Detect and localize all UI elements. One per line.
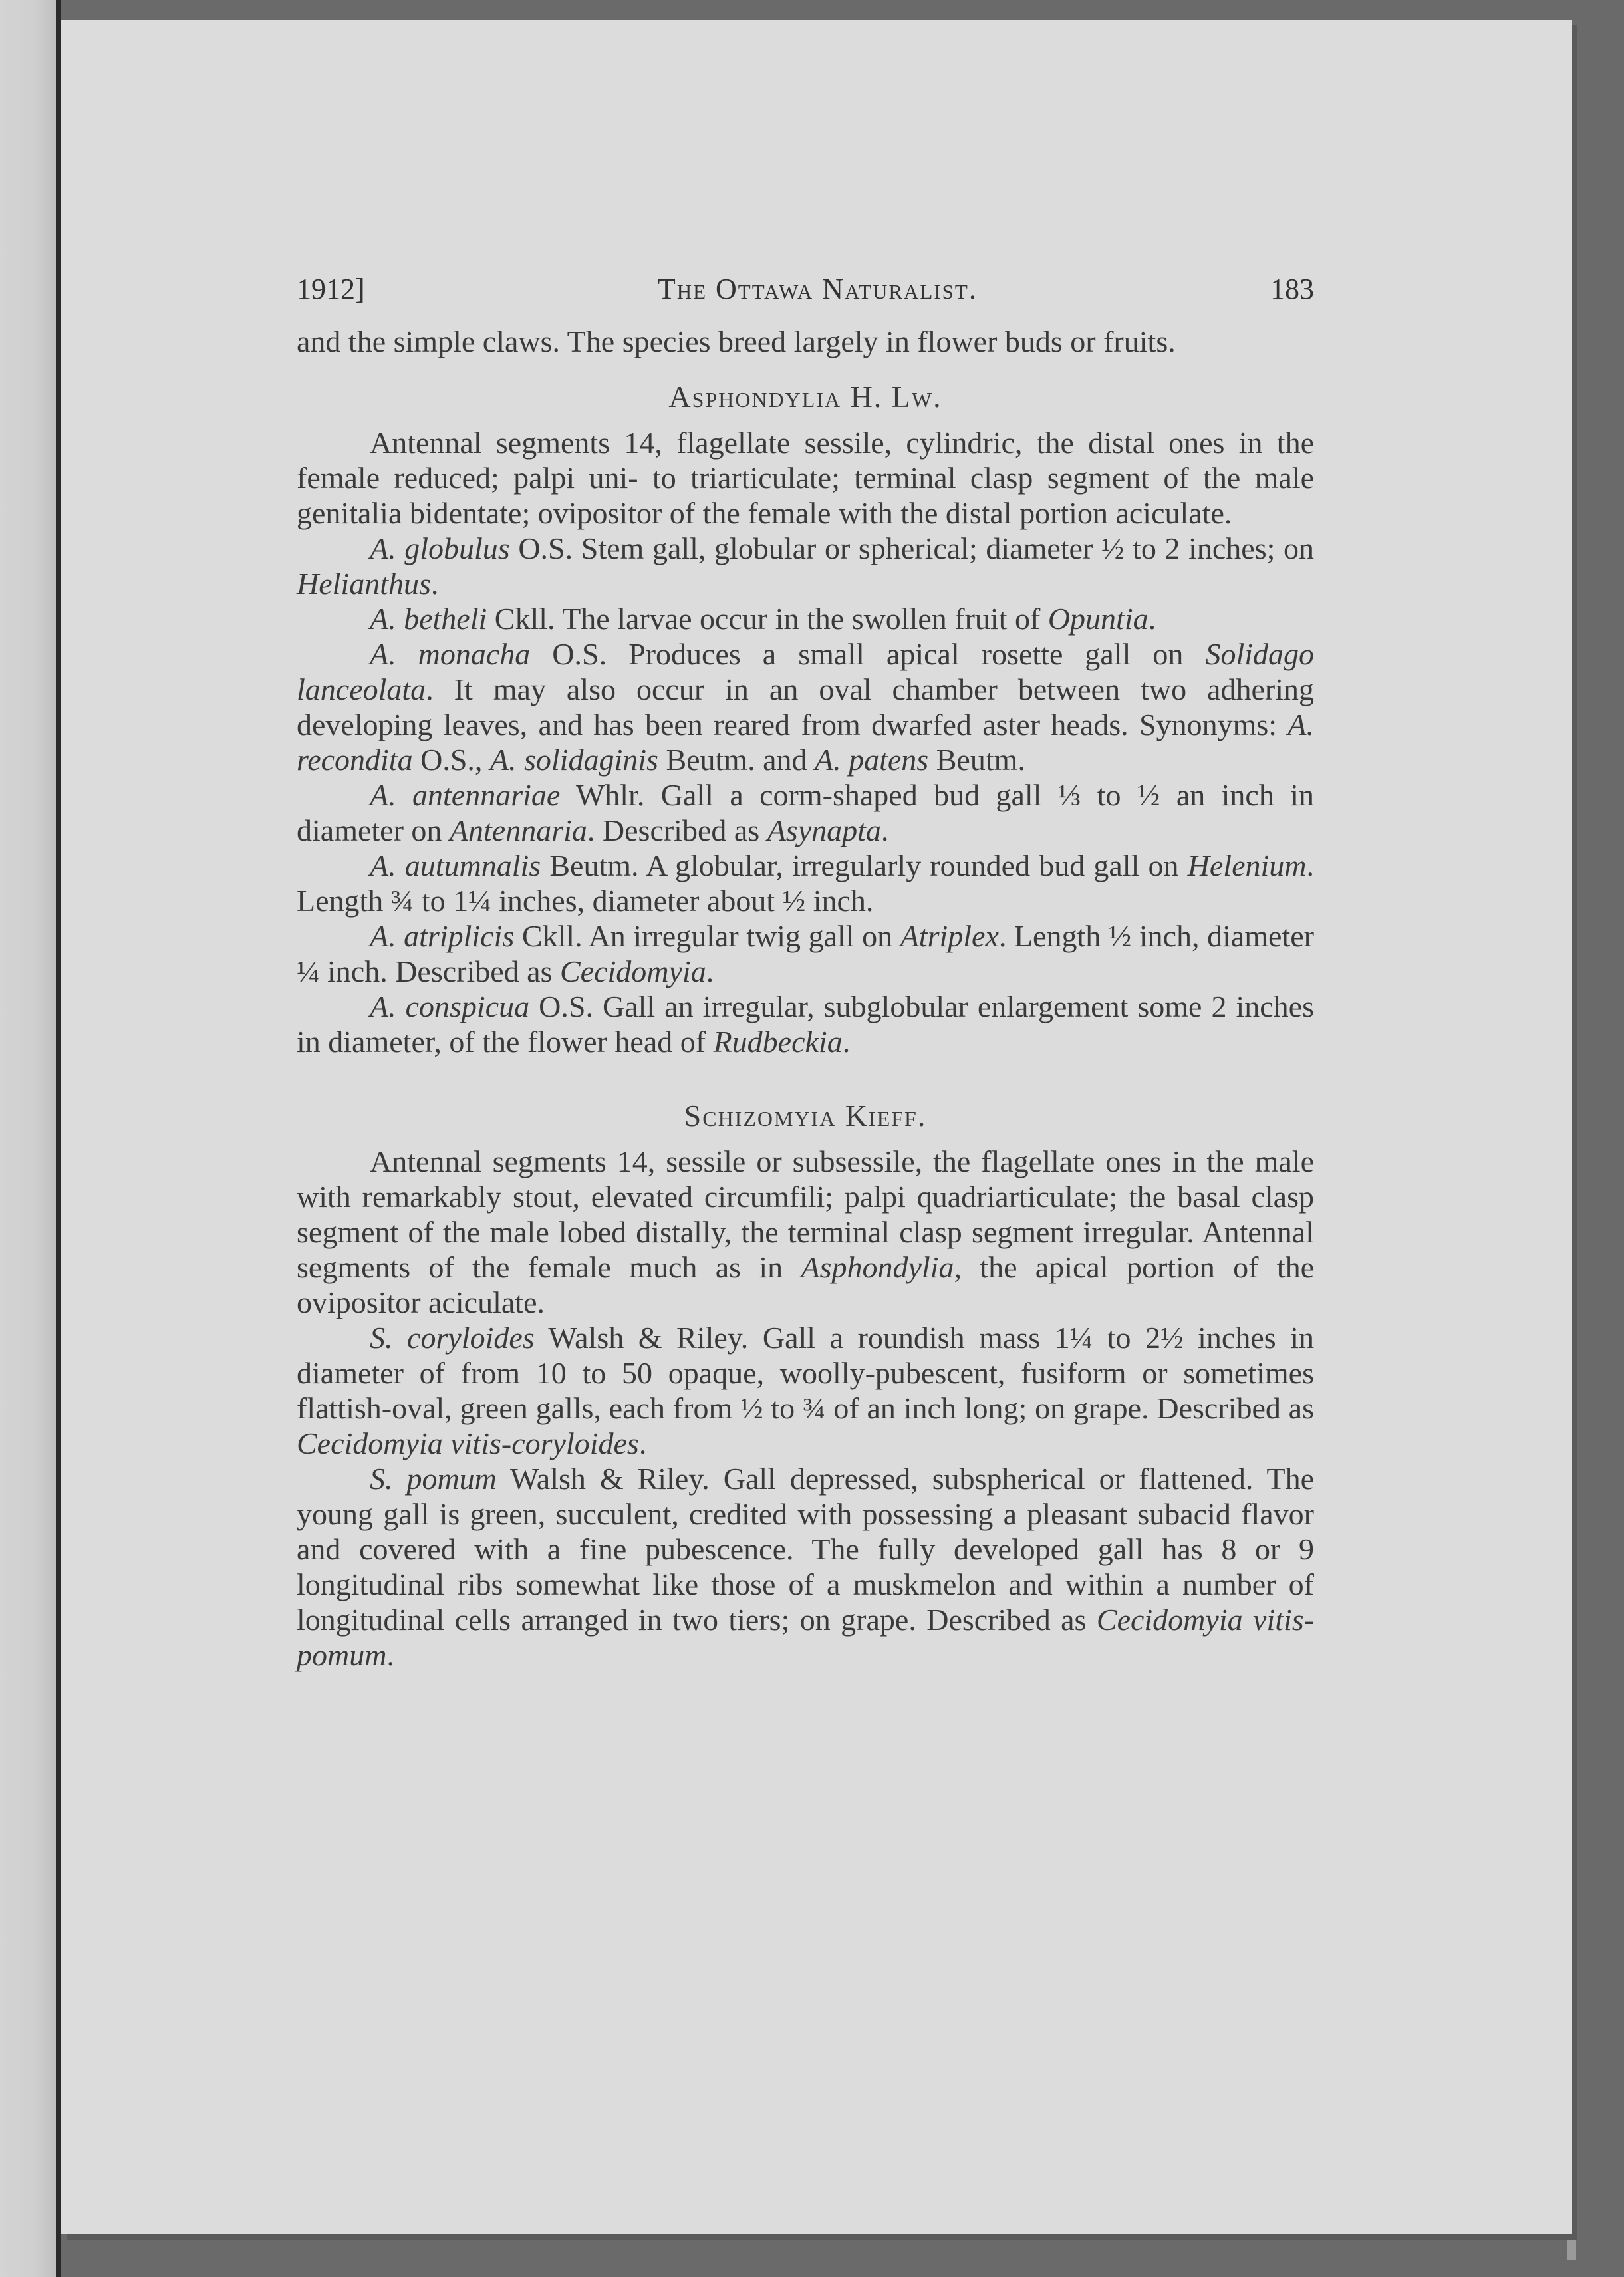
- page-number: 183: [1270, 273, 1314, 305]
- scan-left-margin: [0, 0, 59, 2277]
- genus-heading-asphondylia: Asphondylia H. Lw.: [668, 380, 942, 414]
- page-content: [297, 271, 1314, 1673]
- species-entry-conspicua: A. conspicua O.S. Gall an irregular, subglobular enlargement some 2 inches in diameter, of the flower head of Rudbeckia.: [297, 990, 1314, 1059]
- journal-title: The Ottawa Naturalist.: [657, 273, 978, 305]
- asphondylia-description: Antennal segments 14, flagellate sessile, cylindric, the distal ones in the female reduced; palpi uni- to triarticulate; terminal clasp segment of the male genitalia bidentate; ovipositor of the female with the distal portion aciculate.: [297, 426, 1314, 530]
- species-entry-atriplicis: A. atriplicis Ckll. An irregular twig gall on Atriplex. Length ½ inch, diameter ¼ inch. Described as Cecidomyia.: [297, 919, 1314, 988]
- running-head: [297, 271, 1314, 307]
- species-entry-pomum: S. pomum Walsh & Riley. Gall depressed, subspherical or flattened. The young gall is green, succulent, credited with possessing a pleasant subacid flavor and covered with a fine pubescence. The fully developed gall has 8 or 9 longitudinal ribs somewhat like those of a muskmelon and within a number of longitudinal cells arranged in two tiers; on grape. Described as Cecidomyia vitis-pomum.: [297, 1462, 1314, 1672]
- species-entry-autumnalis: A. autumnalis Beutm. A globular, irregularly rounded bud gall on Helenium. Length ¾ to 1¼ inches, diameter about ½ inch.: [297, 849, 1314, 918]
- genus-heading-schizomyia: Schizomyia Kieff.: [684, 1099, 927, 1133]
- binding-edge: [56, 0, 61, 2277]
- species-entry-betheli: A. betheli Ckll. The larvae occur in the swollen fruit of Opuntia.: [370, 602, 1156, 636]
- header-year: 1912]: [297, 273, 365, 305]
- species-entry-antennariae: A. antennariae Whlr. Gall a corm-shaped bud gall ⅓ to ½ an inch in diameter on Antennaria. Described as Asynapta.: [297, 778, 1314, 847]
- schizomyia-description: Antennal segments 14, sessile or subsessile, the flagellate ones in the male with remarkably stout, elevated circumfili; palpi quadriarticulate; the basal clasp segment of the male lobed distally, the terminal clasp segment irregular. Antennal segments of the female much as in Asphondylia, the apical portion of the ovipositor aciculate.: [297, 1144, 1315, 1319]
- species-entry-monacha: A. monacha O.S. Produces a small apical rosette gall on Solidago lanceolata. It may also occur in an oval chamber between two adhering developing leaves, and has been reared from dwarfed aster heads. Synonyms: A. recondita O.S., A. solidaginis Beutm. and A. patens Beutm.: [297, 637, 1314, 777]
- species-entry-coryloides: S. coryloides Walsh & Riley. Gall a roundish mass 1¼ to 2½ inches in diameter of from 10 to 50 opaque, woolly-pubescent, fusiform or sometimes flattish-oval, green galls, each from ½ to ¾ of an inch long; on grape. Described as Cecidomyia vitis-coryloides.: [297, 1321, 1314, 1460]
- species-entry-globulus: A. globulus O.S. Stem gall, globular or spherical; diameter ½ to 2 inches; on Helianthus.: [297, 531, 1314, 601]
- continuation-paragraph: and the simple claws. The species breed largely in flower buds or fruits.: [297, 325, 1176, 358]
